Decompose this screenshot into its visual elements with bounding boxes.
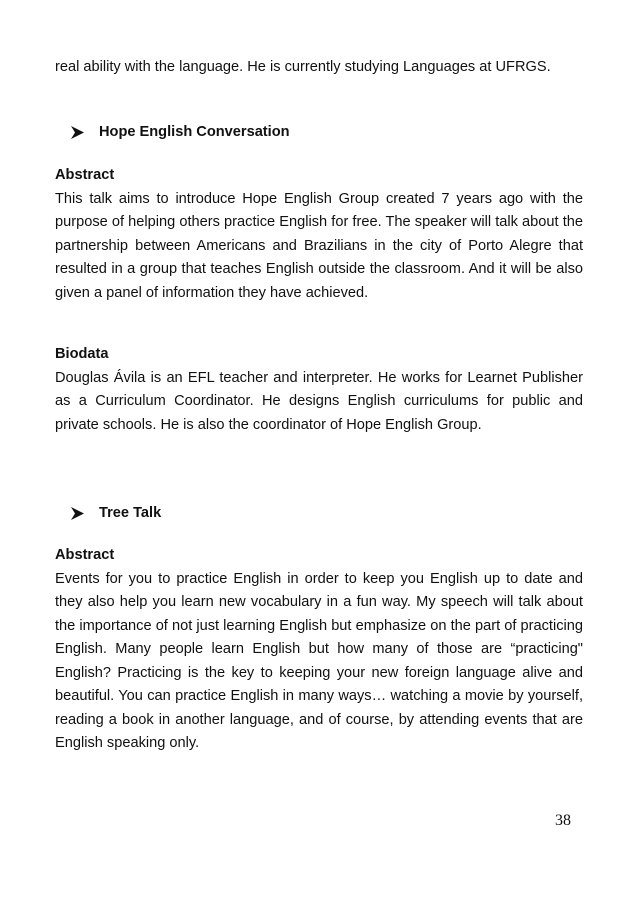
section-heading-hope-english	[70, 121, 290, 144]
biodata-text: Douglas Ávila is an EFL teacher and interpreter. He works for Learnet Publisher as a Curriculum Coordinator. He designs English curriculums for public and private schools. He is also the coordinator of Hope English Group.	[55, 369, 583, 433]
abstract-text: Events for you to practice English in order to keep you English up to date and they also help you learn new vocabulary in a fun way. My speech will talk about the importance of not just learning English but emphasize on the part of practicing English. Many people learn English but how many of those are “practicing" English? Practicing is the key to keeping your new foreign language alive and beautiful. You can practice English in many ways… watching a movie by yourself, reading a book in another language, and of course, by attending events that are English speaking only.	[55, 570, 583, 751]
page-number: 38	[555, 812, 571, 829]
section-hope-biodata	[55, 343, 583, 437]
biodata-label: Biodata	[55, 346, 109, 362]
section-tree-abstract	[55, 544, 583, 756]
arrowhead-bullet-icon	[70, 125, 85, 140]
arrowhead-bullet-icon	[70, 506, 85, 521]
section-title: Hope English Conversation	[99, 124, 290, 140]
abstract-label: Abstract	[55, 547, 115, 563]
section-title: Tree Talk	[99, 505, 162, 521]
section-heading-tree-talk	[70, 502, 161, 525]
abstract-text: This talk aims to introduce Hope English Group created 7 years ago with the purpose of helping others practice English for free. The speaker will talk about the partnership between Americans and Brazilians in the city of Porto Alegre that resulted in a group that teaches English outside the classroom. And it will be also given a panel of information they have achieved.	[55, 190, 583, 301]
intro-paragraph	[55, 56, 583, 80]
section-hope-abstract	[55, 164, 583, 305]
abstract-label: Abstract	[55, 167, 115, 183]
intro-text: real ability with the language. He is currently studying Languages at UFRGS.	[55, 59, 551, 75]
